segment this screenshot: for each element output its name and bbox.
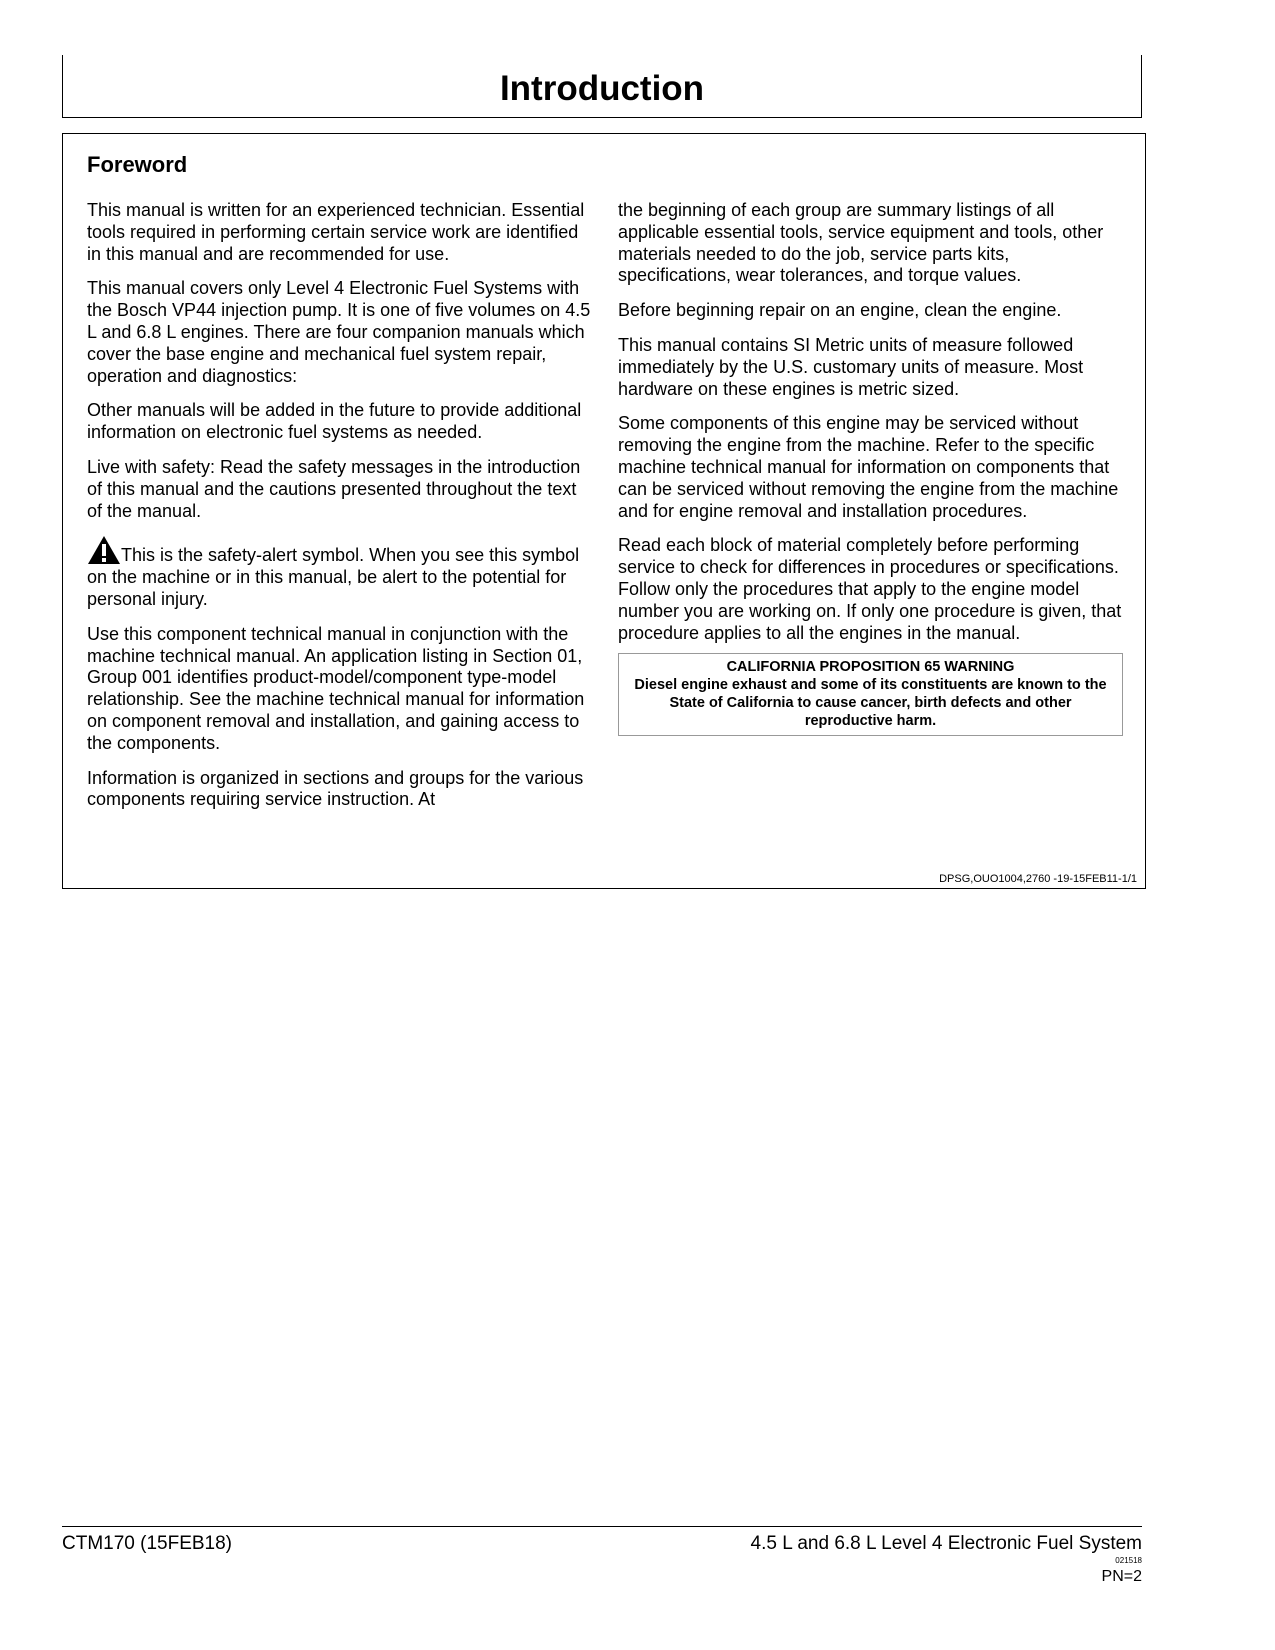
warning-triangle-icon [87,535,121,565]
paragraph: Live with safety: Read the safety messages in the introduction of this manual and the cautions presented throughout the text of the manual. [87,456,581,521]
safety-alert-text: This is the safety-alert symbol. When you see this symbol on the machine or in this manual, be alert to the potential for personal injury. [87,545,580,609]
left-column [87,200,592,824]
section-title: Foreword [87,152,188,177]
paragraph: Some components of this engine may be serviced without removing the engine from the machine. Refer to the specific machine technical manual for information on components that can be serviced without removing the engine from the machine and for engine removal and installation procedures. [618,413,1119,521]
paragraph: the beginning of each group are summary listings of all applicable essential tools, service equipment and tools, other materials needed to do the job, service parts kits, specifications, wear tolerances, and torque values. [618,200,1104,286]
paragraph: Use this component technical manual in conjunction with the machine technical manual. An application listing in Section 01, Group 001 identifies product-model/component type-model relationship. See the machine technical manual for information on component removal and installation, and gaining access to the components. [87,623,585,753]
safety-alert-paragraph [87,535,592,610]
document-reference: DPSG,OUO1004,2760 -19-15FEB11-1/1 [939,873,1137,885]
page-header [62,55,1142,118]
paragraph: This manual covers only Level 4 Electronic Fuel Systems with the Bosch VP44 injection pump. It is one of five volumes on 4.5 L and 6.8 L engines. There are four companion manuals which cover the base engine and mechanical fuel system repair, operation and diagnostics: [87,278,591,386]
right-column [618,200,1123,736]
footer-divider [62,1526,1142,1527]
warning-body: Diesel engine exhaust and some of its constituents are known to the State of California to cause cancer, birth defects and other reproductive harm. [634,677,1107,730]
paragraph: This manual contains SI Metric units of measure followed immediately by the U.S. customary units of measure. Most hardware on these engines is metric sized. [618,334,1084,399]
page-title: Introduction [499,69,705,108]
prop65-warning-box [618,653,1123,736]
paragraph: This manual is written for an experienced technician. Essential tools required in performing certain service work are identified in this manual and are recommended for use. [87,200,585,264]
page-number: PN=2 [1101,1568,1142,1585]
warning-title: CALIFORNIA PROPOSITION 65 WARNING [726,659,1015,676]
paragraph: Other manuals will be added in the future to provide additional information on electronic fuel systems as needed. [87,400,582,443]
footer-manual-title: 4.5 L and 6.8 L Level 4 Electronic Fuel System [750,1533,1142,1554]
paragraph: Information is organized in sections and groups for the various components requiring service instruction. At [87,767,584,810]
paragraph: Before beginning repair on an engine, clean the engine. [618,300,1062,321]
foreword-section [62,133,1146,889]
footer-code: 021518 [1115,1556,1142,1565]
paragraph: Read each block of material completely before performing service to check for differences in procedures or specifications. Follow only the procedures that apply to the engine model number you are working on. If only one procedure is given, that procedure applies to all the engines in the manual. [618,535,1122,643]
footer-manual-id: CTM170 (15FEB18) [62,1533,233,1554]
